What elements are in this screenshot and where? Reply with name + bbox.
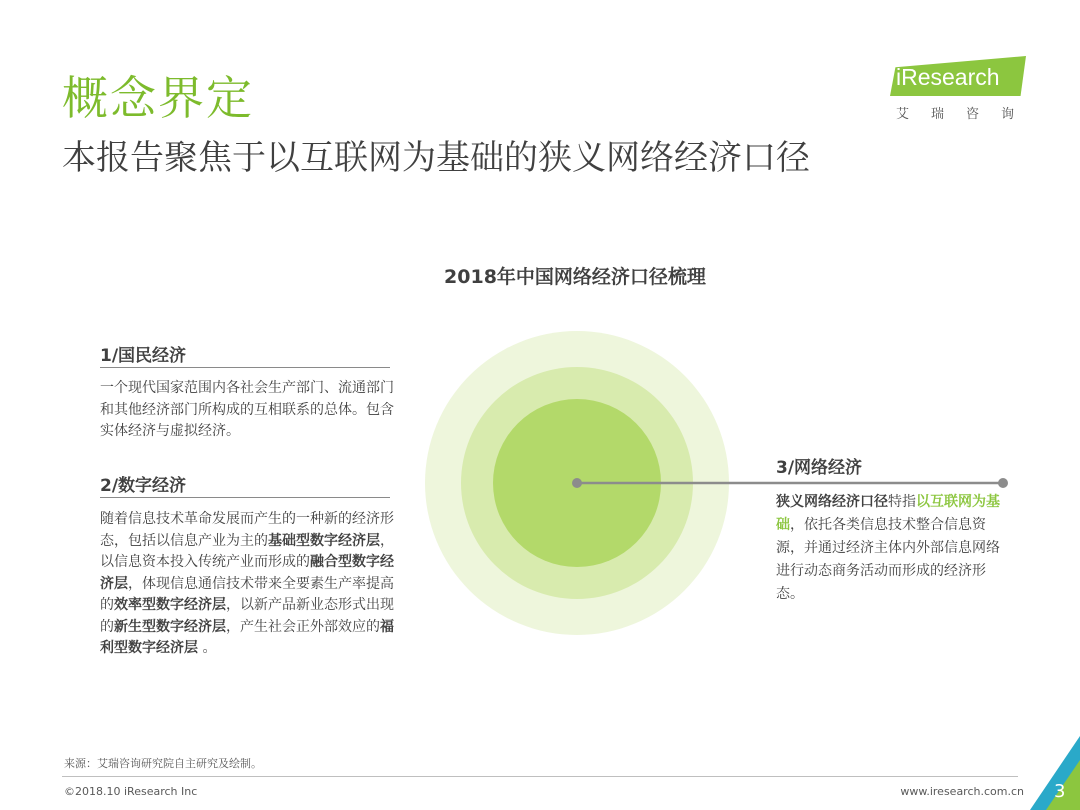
section-divider [100, 367, 390, 368]
section-heading-national-economy: 1/国民经济 [100, 346, 187, 366]
website-link[interactable]: www.iresearch.com.cn [900, 785, 1024, 798]
page-title: 概念界定 [62, 71, 254, 125]
circle-digital-economy [461, 367, 693, 599]
iresearch-logo [890, 56, 1050, 126]
section-text-digital-economy: 随着信息技术革命发展而产生的一种新的经济形态，包括以信息产业为主的基础型数字经济层，以信息资本投入传统产业而形成的融合型数字经济层，体现信息通信技术带来全要素生产率提高的效率型数字经济层，以新产品新业态形式出现的新生型数字经济层，产生社会正外部效应的福利型数字经济层 。 [100, 511, 394, 656]
section-text-national-economy: 一个现代国家范围内各社会生产部门、流通部门和其他经济部门所构成的互相联系的总体。包含实体经济与虚拟经济。 [100, 380, 394, 439]
pointer-start-dot [572, 478, 582, 488]
section-text-network-economy: 狭义网络经济口径特指以互联网为基础，依托各类信息技术整合信息资源，并通过经济主体内外部信息网络进行动态商务活动而形成的经济形态。 [776, 494, 1000, 602]
footer-divider [62, 776, 1018, 777]
source-note: 来源：艾瑞咨询研究院自主研究及绘制。 [64, 757, 262, 770]
logo-chinese-text: 艾瑞咨询 [896, 107, 1037, 122]
diagram-title: 2018年中国网络经济口径梳理 [444, 266, 706, 288]
page-number: 3 [1054, 781, 1066, 802]
circle-network-economy [493, 399, 661, 567]
section-heading-network-economy: 3/网络经济 [776, 458, 863, 478]
copyright-text: ©2018.10 iResearch Inc [64, 785, 198, 798]
pointer-end-dot [998, 478, 1008, 488]
circle-national-economy [425, 331, 729, 635]
page-subtitle: 本报告聚焦于以互联网为基础的狭义网络经济口径 [62, 138, 810, 178]
logo-brand-text: iResearch [896, 64, 1000, 90]
section-divider [100, 497, 390, 498]
section-heading-digital-economy: 2/数字经济 [100, 476, 187, 496]
